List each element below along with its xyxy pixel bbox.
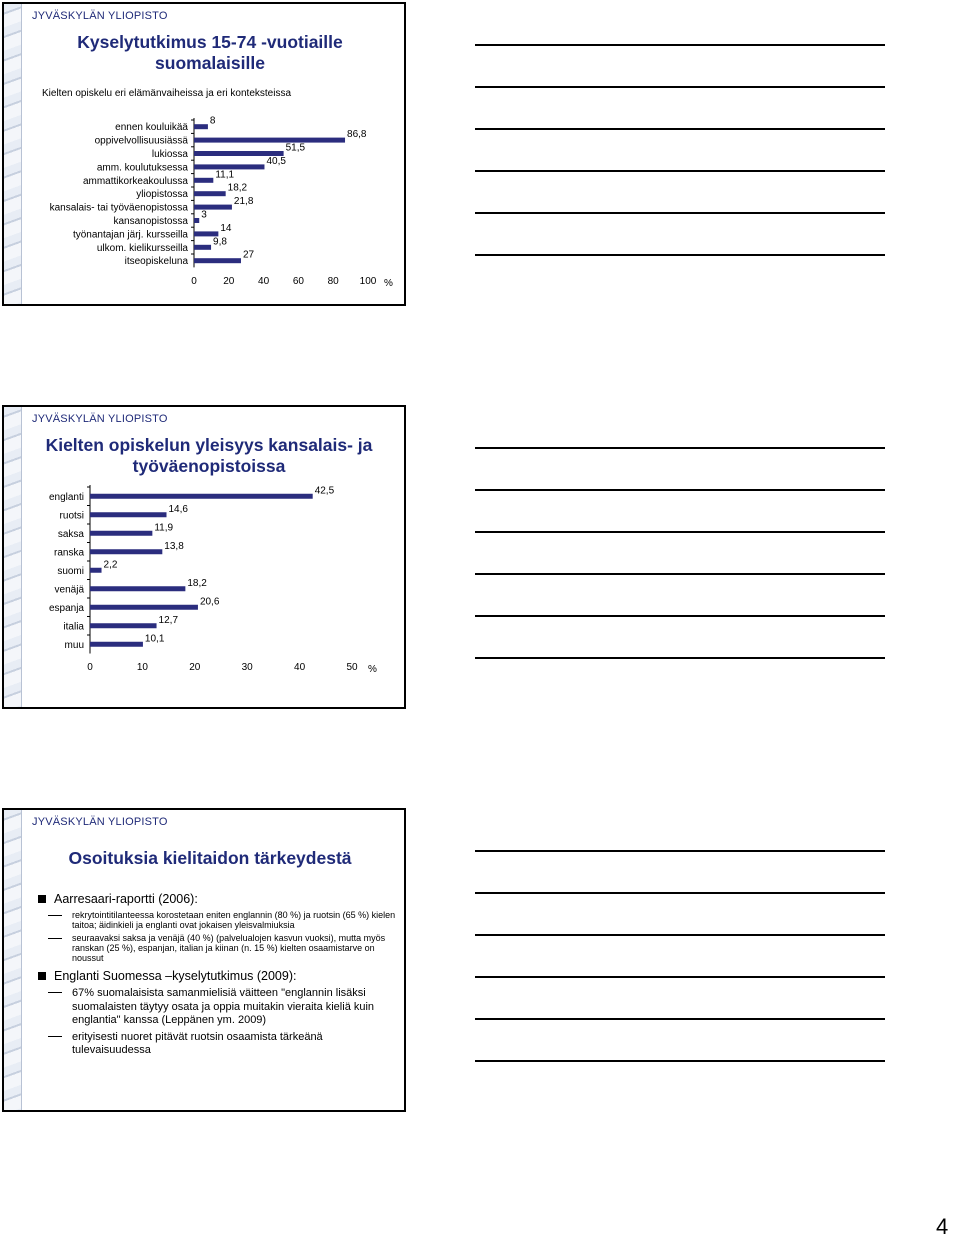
bar — [90, 512, 167, 517]
category-label: ulkom. kielikursseilla — [96, 242, 188, 254]
bar — [194, 205, 232, 210]
category-label: amm. koulutuksessa — [96, 162, 188, 174]
bar — [90, 586, 185, 591]
bar — [194, 124, 208, 129]
category-label: kansalais- tai työväenopistossa — [49, 202, 188, 214]
x-tick-label: 20 — [189, 662, 201, 673]
data-label: 9,8 — [213, 236, 227, 248]
category-label: englanti — [48, 491, 84, 503]
bar — [194, 245, 211, 250]
x-tick-label: 20 — [223, 276, 235, 287]
category-label: suomi — [57, 565, 84, 577]
chart-languages — [4, 483, 404, 688]
x-tick-label: 40 — [294, 662, 306, 673]
data-label: 12,7 — [158, 614, 179, 626]
bullet-item: Englanti Suomessa –kyselytutkimus (2009): — [38, 969, 398, 984]
notes-lines-3 — [475, 850, 885, 1102]
data-label: 8 — [209, 115, 216, 127]
sub-bullet-item: rekrytointitilanteessa korostetaan eniten englannin (80 %) ja ruotsin (65 %) kielen taitoa; äidinkieli ja englanti ovat jokaisen yleisvalmiuksia — [38, 910, 398, 930]
data-label: 21,8 — [233, 196, 254, 208]
dash-icon — [48, 992, 62, 993]
slide-subtitle: Kielten opiskelu eri elämänvaiheissa ja eri konteksteissa — [42, 88, 292, 99]
category-label: ruotsi — [59, 510, 84, 522]
dash-icon — [48, 1036, 62, 1037]
x-tick-label: 50 — [346, 662, 358, 673]
university-label: JYVÄSKYLÄN YLIOPISTO — [32, 10, 168, 22]
category-label: kansanopistossa — [113, 216, 188, 227]
category-label: venäjä — [54, 584, 84, 596]
notes-lines-1 — [475, 44, 885, 296]
x-tick-label: 10 — [136, 662, 148, 673]
data-label: 86,8 — [347, 129, 367, 141]
data-label: 13,8 — [164, 540, 184, 552]
bullet-list — [38, 886, 398, 1058]
sub-bullet-item: 67% suomalaisista samanmielisiä väitteen "englannin lisäksi suomalaisten täytyy osata ja oppia muitakin vieraita kieliä kuin englantia" kanssa (Leppänen ym. 2009) — [38, 987, 398, 1028]
category-label: saksa — [57, 528, 84, 540]
slide-2 — [2, 405, 406, 709]
data-label: 14 — [220, 222, 232, 234]
bullet-square-icon — [38, 972, 46, 980]
bar — [194, 191, 226, 196]
data-label: 11,1 — [215, 169, 235, 181]
unit-label: % — [368, 664, 377, 675]
bar — [90, 623, 157, 628]
category-label: ennen kouluikää — [115, 122, 188, 134]
dash-icon — [48, 938, 62, 939]
data-label: 18,2 — [227, 182, 248, 194]
university-label: JYVÄSKYLÄN YLIOPISTO — [32, 413, 168, 425]
data-label: 11,9 — [154, 522, 174, 534]
x-tick-label: 0 — [191, 276, 197, 287]
category-label: työnantajan järj. kursseilla — [72, 229, 188, 241]
slide-1 — [2, 2, 406, 306]
data-label: 27 — [242, 249, 255, 261]
bar — [90, 642, 143, 647]
category-label: ranska — [53, 547, 84, 559]
bar — [90, 568, 102, 573]
university-label: JYVÄSKYLÄN YLIOPISTO — [32, 816, 168, 828]
page-number: 4 — [936, 1214, 949, 1239]
data-label: 18,2 — [187, 577, 207, 589]
notes-lines-2 — [475, 447, 885, 699]
x-tick-label: 80 — [327, 276, 339, 287]
data-label: 51,5 — [285, 142, 306, 154]
data-label: 20,6 — [199, 596, 220, 608]
category-label: muu — [64, 639, 84, 651]
x-tick-label: 30 — [241, 662, 253, 673]
slide-title: Kyselytutkimus 15-74 -vuotiaille suomalaisille — [77, 32, 343, 73]
bullet-item: Aarresaari-raportti (2006): — [38, 892, 398, 907]
slide-title: Kielten opiskelun yleisyys kansalais- ja työväenopistoissa — [45, 435, 373, 476]
data-label: 42,5 — [314, 485, 335, 497]
category-label: italia — [63, 621, 84, 633]
bar — [90, 549, 162, 554]
slide-3 — [2, 808, 406, 1112]
bar — [194, 218, 199, 223]
category-label: ammattikorkeakoulussa — [82, 175, 188, 187]
unit-label: % — [384, 278, 393, 289]
slide-title: Osoituksia kielitaidon tärkeydestä — [68, 848, 352, 868]
sub-bullet-item: seuraavaksi saksa ja venäjä (40 %) (palvelualojen kasvun vuoksi), mutta myös ranskan (25 %), espanjan, italian ja kiinan (n. 15 %) kielten osaamistarve on noussut — [38, 933, 398, 963]
category-label: oppivelvollisuusiässä — [94, 135, 188, 147]
bar — [90, 494, 313, 499]
dash-icon — [48, 915, 62, 916]
bar — [194, 258, 241, 263]
x-tick-label: 40 — [258, 276, 270, 287]
chart-study-contexts — [4, 114, 404, 294]
data-label: 40,5 — [266, 155, 286, 167]
data-label: 2,2 — [103, 559, 118, 571]
data-label: 3 — [201, 209, 207, 221]
category-label: yliopistossa — [136, 189, 188, 201]
category-label: lukiossa — [151, 149, 188, 160]
x-tick-label: 60 — [292, 276, 304, 287]
bar — [90, 605, 198, 610]
data-label: 10,1 — [144, 633, 165, 645]
data-label: 14,6 — [168, 503, 188, 515]
x-tick-label: 100 — [359, 276, 377, 287]
bar — [194, 178, 213, 183]
category-label: espanja — [48, 602, 84, 614]
category-label: itseopiskeluna — [124, 256, 188, 268]
bar — [90, 531, 152, 536]
x-tick-label: 0 — [87, 662, 93, 673]
slide-decoration — [4, 810, 22, 1110]
bullet-square-icon — [38, 895, 46, 903]
sub-bullet-item: erityisesti nuoret pitävät ruotsin osaamista tärkeänä tulevaisuudessa — [38, 1031, 398, 1058]
bar — [194, 138, 345, 143]
